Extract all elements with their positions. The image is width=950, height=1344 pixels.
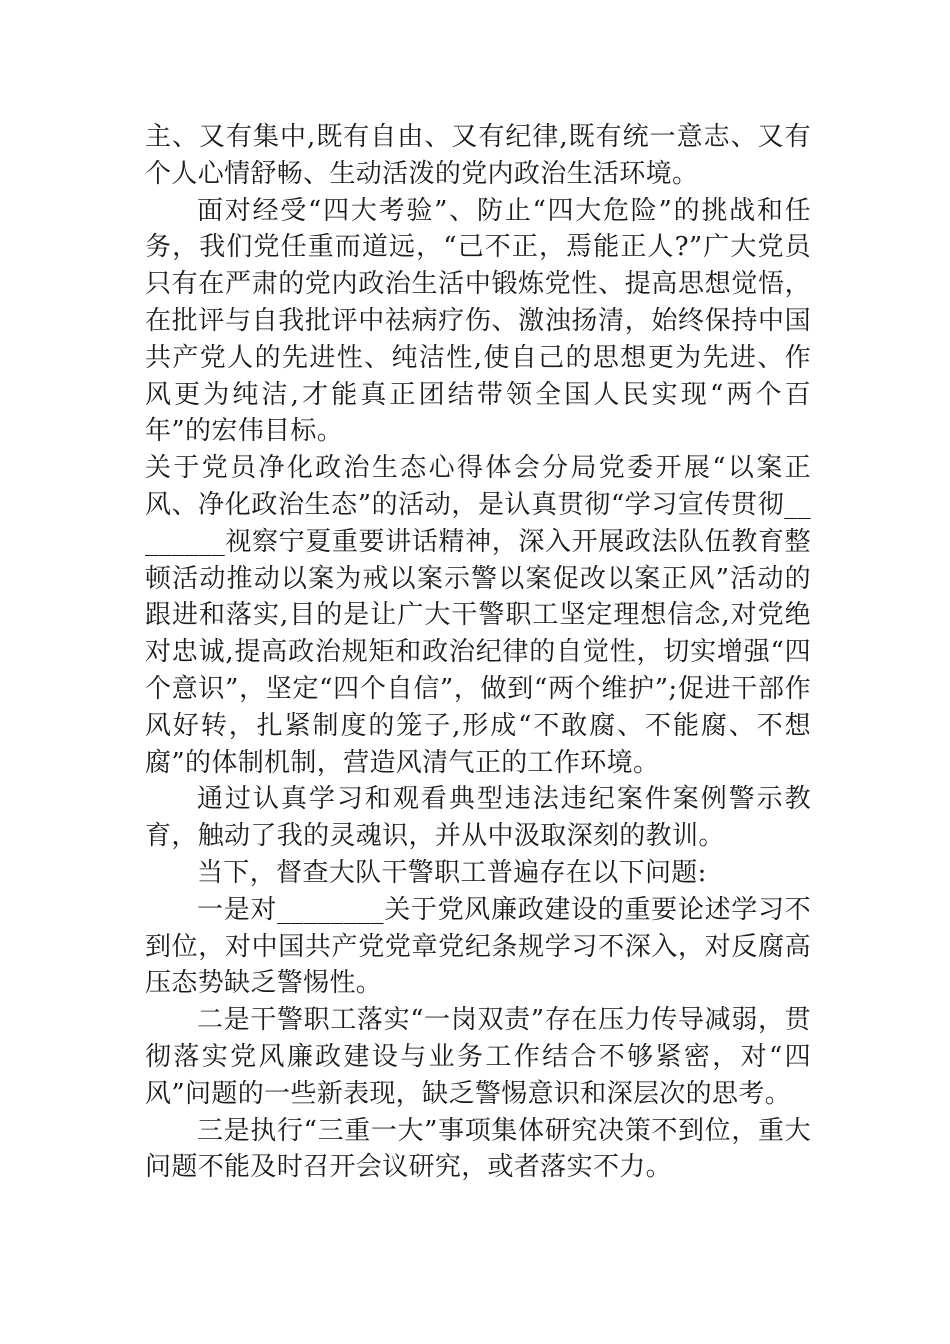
paragraph-5: 当下，督查大队干警职工普遍存在以下问题: bbox=[197, 857, 707, 888]
paragraph-1: 主、又有集中,既有自由、又有纪律,既有统一意志、又有个人心情舒畅、生动活泼的党内政治生活环境。 bbox=[145, 122, 811, 189]
document-body bbox=[145, 119, 811, 1186]
paragraph-3: 关于党员净化政治生态心得体会分局党委开展“以案正风、净化政治生态”的活动，是认真贯彻“学习宣传贯彻________视察宁夏重要讲话精神，深入开展政法队伍教育整顿活动推动以案为戒以案示警以案促改以案正风”活动的跟进和落实,目的是让广大干警职工坚定理想信念,对党绝对忠诚,提高政治规矩和政治纪律的自觉性，切实增强“四个意识”，坚定“四个自信”，做到“两个维护”;促进干部作风好转，扎紧制度的笼子,形成“不敢腐、不能腐、不想腐”的体制机制，营造风清气正的工作环境。 bbox=[145, 453, 811, 778]
paragraph-6: 一是对________关于党风廉政建设的重要论述学习不到位，对中国共产党党章党纪条规学习不深入，对反腐高压态势缺乏警惕性。 bbox=[145, 894, 811, 999]
paragraph-7: 二是干警职工落实“一岗双责”存在压力传导减弱，贯彻落实党风廉政建设与业务工作结合不够紧密，对“四风”问题的一些新表现，缺乏警惕意识和深层次的思考。 bbox=[145, 1005, 812, 1109]
paragraph-4: 通过认真学习和观看典型违法违纪案件案例警示教育，触动了我的灵魂识，并从中汲取深刻的教训。 bbox=[145, 784, 811, 852]
paragraph-8: 三是执行“三重一大”事项集体研究决策不到位，重大问题不能及时召开会议研究，或者落实不力。 bbox=[145, 1115, 811, 1183]
paragraph-2: 面对经受“四大考验”、防止“四大危险”的挑战和任务，我们党任重而道远，“己不正，焉能正人?”广大党员只有在严肃的党内政治生活中锻炼党性、提高思想觉悟，在批评与自我批评中祛病疗伤、激浊扬清，始终保持中国共产党人的先进性、纯洁性,使自己的思想更为先进、作风更为纯洁,才能真正团结带领全国人民实现“两个百年”的宏伟目标。 bbox=[145, 195, 811, 447]
